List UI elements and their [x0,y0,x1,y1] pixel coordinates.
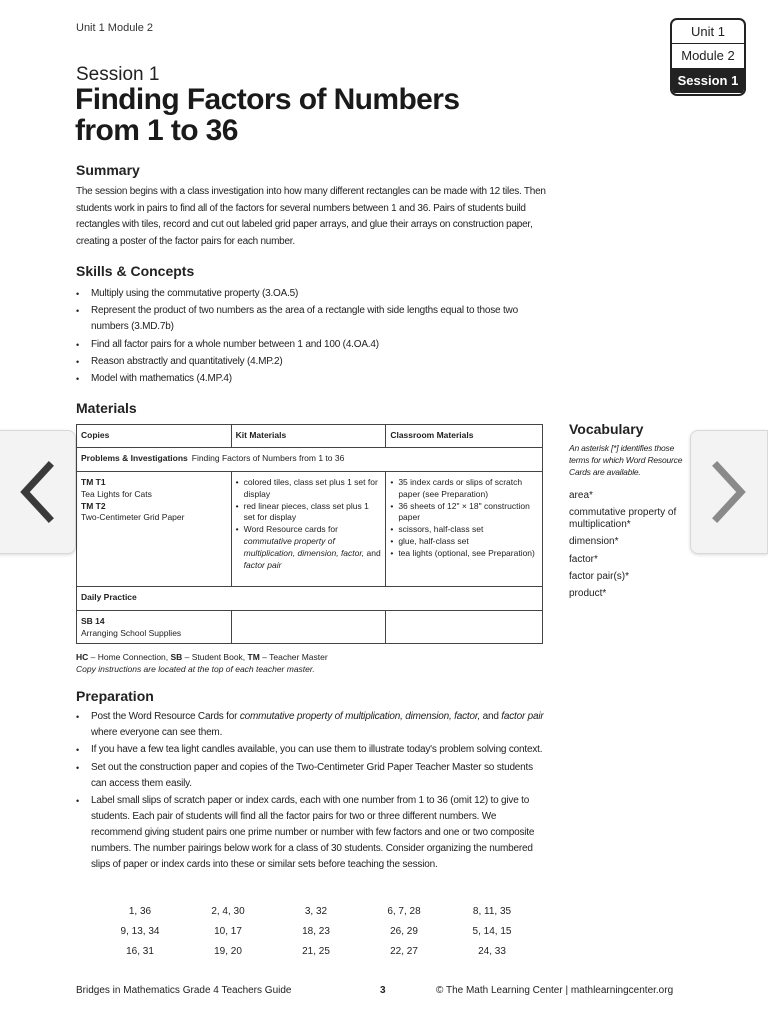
skills-heading: Skills & Concepts [76,263,195,279]
col-classroom-materials: Classroom Materials [386,425,543,448]
skill-item: • Reason abstractly and quantitatively (4.MP.2) [76,354,546,370]
skill-item: • Model with mathematics (4.MP.4) [76,371,546,387]
classroom-item: • 36 sheets of 12" × 18" construction paper [390,501,538,525]
pairing: 3, 32 [304,906,328,917]
vocabulary-heading: Vocabulary [569,421,644,437]
skill-item: • Represent the product of two numbers as the area of a rectangle with side lengths equal to those two numbers (3.MD.7b) [76,303,546,335]
tab-unit: Unit 1 [672,20,744,44]
pairing: 2, 4, 30 [211,906,245,917]
tab-session: Session 1 [672,69,744,94]
classroom-item: • tea lights (optional, see Preparation) [390,548,538,560]
classroom-item: • 35 index cards or slips of scratch paper (see Preparation) [390,477,538,501]
tm2-label: TM T2 [81,500,106,511]
tm2-text: Two-Centimeter Grid Paper [81,512,185,523]
prep-item: • Set out the construction paper and copies of the Two-Centimeter Grid Paper Teacher Master so students can access them easily. [76,760,546,792]
pairing: 5, 14, 15 [472,926,512,937]
pairing: 8, 11, 35 [472,906,512,917]
vocab-term: area* [569,490,593,501]
legend-line: HC – Home Connection, SB – Student Book, TM – Teacher Master [76,652,328,662]
vocab-term: factor* [569,553,598,565]
pairing: 10, 17 [214,926,242,937]
pairing: 9, 13, 34 [120,926,160,937]
vocab-term: factor pair(s)* [569,570,630,582]
kit-item: • Word Resource cards for commutative property of multiplication, dimension, factor, and factor pair [236,524,382,571]
preparation-list [76,709,546,874]
pairing: 21, 25 [302,946,330,957]
unit-module-header: Unit 1 Module 2 [76,22,154,34]
materials-heading: Materials [76,400,137,416]
band-label: Problems & Investigations [81,453,188,463]
classroom-cell [386,472,543,587]
classroom-item: • glue, half-class set [390,536,538,548]
preparation-heading: Preparation [76,688,154,704]
pairing: 24, 33 [478,946,506,957]
pairing: 22, 27 [390,946,418,957]
pairing: 19, 20 [214,946,242,957]
col-kit-materials: Kit Materials [231,425,386,448]
footer-book-title: Bridges in Mathematics Grade 4 Teachers Guide [76,985,292,996]
vocab-term: commutative property of multiplication* [569,507,677,531]
kit-cell [231,472,386,587]
tab-module: Module 2 [672,44,744,68]
classroom-item: • scissors, half-class set [390,524,538,536]
vocab-term: dimension* [569,536,619,548]
page-number: 3 [380,985,386,996]
summary-text: The session begins with a class investigation into how many different rectangles can be made with 12 tiles. Then students work in pairs to find all of the factors for several numbers between 1 and 36. Pairs of students build rectangles with tiles, record and cut out labeled grid paper arrays, and glue their arrays on construction paper, creating a poster of the factor pairs for each number. [76,186,546,247]
skill-item: • Multiply using the commutative property (3.OA.5) [76,286,546,302]
empty-cell [386,611,543,644]
col-copies: Copies [77,425,232,448]
vocabulary-note: An asterisk [*] identifies those terms for which Word Resource Cards are available. [569,443,683,477]
band-problems-investigations [77,448,543,472]
band-label: Daily Practice [81,592,137,602]
unit-module-session-tab [670,18,746,96]
sb-cell [77,611,232,644]
band-daily-practice [77,587,543,611]
vocabulary-list [569,490,699,605]
band-text: Finding Factors of Numbers from 1 to 36 [191,453,345,463]
previous-page-button[interactable] [0,430,76,554]
sb-text: Arranging School Supplies [81,627,182,638]
tm1-label: TM T1 [81,477,106,487]
materials-legend [76,651,328,675]
pairing: 16, 31 [126,946,154,957]
page-title: Finding Factors of Numbers from 1 to 36 [75,83,460,147]
skills-list [76,286,546,388]
copies-cell [77,472,232,587]
prep-item: • If you have a few tea light candles available, you can use them to illustrate today's problem solving context. [76,742,546,758]
tm1-text: Tea Lights for Cats [81,488,152,499]
empty-cell [231,611,386,644]
sb-label: SB 14 [81,616,105,626]
materials-table [76,424,543,644]
prep-item: • Post the Word Resource Cards for commutative property of multiplication, dimension, factor, and factor pair where everyone can see them. [76,709,546,741]
pairing: 1, 36 [128,906,152,917]
pairing: 18, 23 [302,926,330,937]
session-label: Session 1 [76,64,160,85]
prep-item: • Label small slips of scratch paper or index cards, each with one number from 1 to 36 (omit 12) to give to students. Each pair of students will find all the factor pairs for two or three different numbers. We recommend giving student pairs one prime number or number with few factors and one or two composite numbers. The number pairings below work for a class of 30 students. Consider organizing the numbered slips of paper or index cards into these or similar sets before teaching the session. [76,793,546,873]
legend-copy-instructions: Copy instructions are located at the top of each teacher master. [76,664,315,674]
pairing: 26, 29 [390,926,418,937]
vocab-term: product* [569,587,607,599]
chevron-right-icon [709,460,749,524]
pairing: 6, 7, 28 [387,906,421,917]
kit-item: • red linear pieces, class set plus 1 set for display [236,501,382,525]
footer-copyright: © The Math Learning Center | mathlearningcenter.org [436,985,674,996]
summary-heading: Summary [76,162,140,178]
skill-item: • Find all factor pairs for a whole number between 1 and 100 (4.OA.4) [76,337,546,353]
number-pairings-grid [96,905,536,959]
next-page-button[interactable] [690,430,768,554]
chevron-left-icon [17,460,57,524]
kit-item: • colored tiles, class set plus 1 set for display [236,477,382,501]
